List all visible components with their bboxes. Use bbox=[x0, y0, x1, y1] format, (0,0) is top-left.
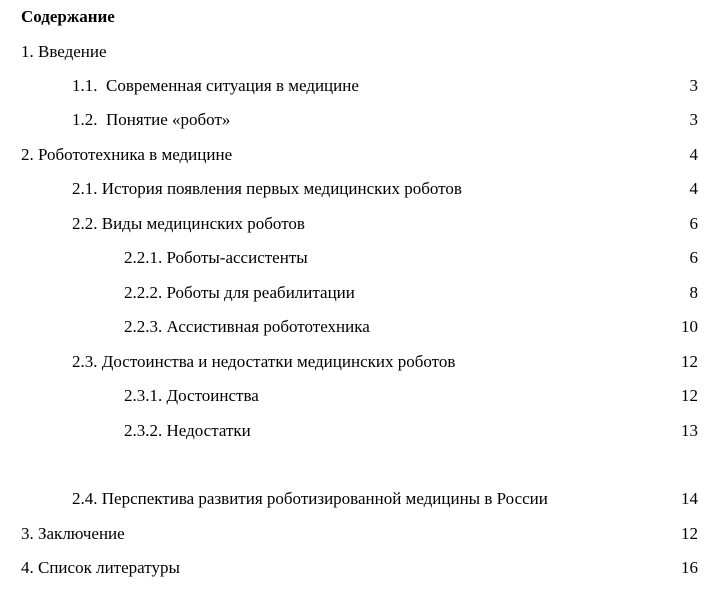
toc-entry-references bbox=[0, 556, 720, 580]
toc-entry-text: 2.3. Достоинства и недостатки медицинских роботов bbox=[72, 352, 456, 371]
toc-entry-text: 2.2.3. Ассистивная робототехника bbox=[124, 317, 370, 336]
page-title: Содержание bbox=[21, 7, 115, 26]
toc-entry-text: 2.2.1. Роботы-ассистенты bbox=[124, 248, 308, 267]
toc-entry-page: 12 bbox=[681, 524, 698, 543]
toc-entry-2-3 bbox=[0, 350, 720, 374]
toc-entry-page: 3 bbox=[689, 110, 698, 129]
toc-entry-page: 8 bbox=[689, 283, 698, 302]
toc-entry-page: 14 bbox=[681, 489, 698, 508]
toc-entry-page: 12 bbox=[681, 386, 698, 405]
toc-entry-text: 1. Введение bbox=[21, 42, 107, 61]
toc-entry-conclusion bbox=[0, 522, 720, 546]
toc-entry-2 bbox=[0, 143, 720, 167]
toc-entry-page: 6 bbox=[689, 248, 698, 267]
toc-entry-page: 3 bbox=[689, 76, 698, 95]
toc-entry-page: 12 bbox=[681, 352, 698, 371]
toc-entry-text: 2.4. Перспектива развития роботизированной медицины в России bbox=[72, 489, 548, 508]
toc-entry-page: 6 bbox=[689, 214, 698, 233]
toc-entry-text: 1.2. Понятие «робот» bbox=[72, 110, 231, 129]
toc-entry-text: 2.1. История появления первых медицинских роботов bbox=[72, 179, 462, 198]
toc-entry-text: 4. Список литературы bbox=[21, 558, 180, 577]
toc-entry-2-3-1 bbox=[0, 384, 720, 408]
toc-entry-page: 16 bbox=[681, 558, 698, 577]
toc-entry-2-4 bbox=[0, 487, 720, 511]
toc-entry-2-2-1 bbox=[0, 246, 720, 270]
toc-entry-1-2 bbox=[0, 108, 720, 132]
toc-entry-page: 4 bbox=[689, 179, 698, 198]
toc-entry-page: 4 bbox=[689, 145, 698, 164]
toc-entry-text: 2. Робототехника в медицине bbox=[21, 145, 233, 164]
toc-entry-text: 2.3.1. Достоинства bbox=[124, 386, 259, 405]
toc-entry-2-3-2 bbox=[0, 419, 720, 443]
toc-entry-2-2-3 bbox=[0, 315, 720, 339]
toc-entry-page: 10 bbox=[681, 317, 698, 336]
toc-entry-introduction bbox=[0, 40, 720, 64]
toc-entry-text: 2.3.2. Недостатки bbox=[124, 421, 251, 440]
toc-entry-text: 2.2.2. Роботы для реабилитации bbox=[124, 283, 355, 302]
toc-entry-text: 3. Заключение bbox=[21, 524, 125, 543]
toc-entry-2-2 bbox=[0, 212, 720, 236]
toc-entry-2-1 bbox=[0, 177, 720, 201]
toc-entry-page: 13 bbox=[681, 421, 698, 440]
toc-entry-text: 1.1. Современная ситуация в медицине bbox=[72, 76, 359, 95]
toc-entry-2-2-2 bbox=[0, 281, 720, 305]
toc-entry-1-1 bbox=[0, 74, 720, 98]
toc-entry-text: 2.2. Виды медицинских роботов bbox=[72, 214, 305, 233]
